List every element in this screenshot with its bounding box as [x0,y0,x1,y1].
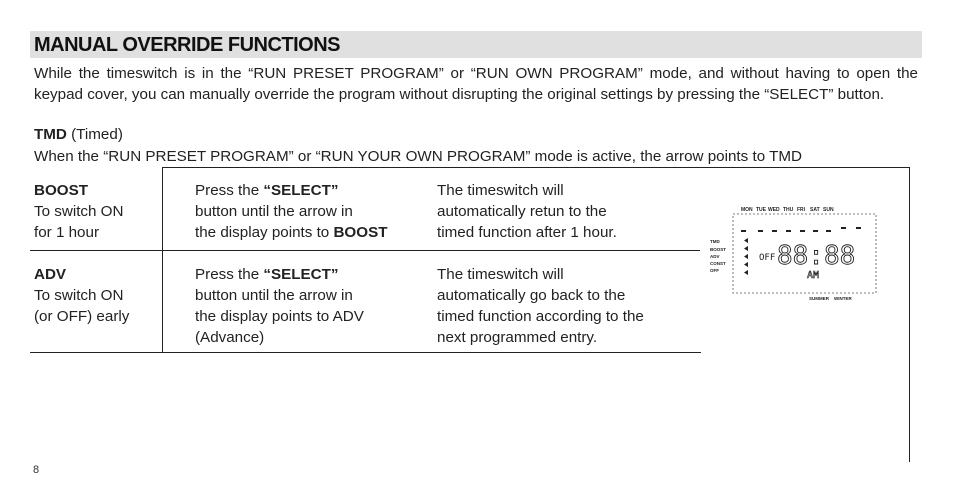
tmd-note: When the “RUN PRESET PROGRAM” or “RUN YOUR OWN PROGRAM” mode is active, the arrow points to TMD [34,148,802,165]
mode-arrow-icon [744,238,748,243]
lcd-state-text: OFF [759,253,776,263]
frame-right-line [909,167,910,462]
adv-title: ADV [34,266,67,283]
boost-function-cell [34,180,123,243]
boost-desc-line: To switch ON [34,203,124,220]
tmd-heading [34,124,123,145]
day-marker [813,230,818,232]
adv-instruction-cell [195,264,364,348]
boost-result-line: automatically retun to the [437,203,607,220]
boost-instruction-cell [195,180,387,243]
day-marker [758,230,763,232]
adv-desc-line: (or OFF) early [34,308,130,325]
adv-result-line: next programmed entry. [437,329,598,346]
lcd-ampm: AM [807,270,820,281]
mode-label: BOOST [710,247,727,252]
boost-instr-line [195,222,387,243]
adv-function-cell [34,264,129,327]
lcd-time-digits: 88:88 [777,241,856,271]
day-marker [856,227,861,229]
day-marker [772,230,777,232]
adv-result-line: The timeswitch will [437,266,564,283]
adv-result-cell [437,264,644,348]
day-label: SAT [810,207,820,213]
tmd-suffix: (Timed) [66,126,123,143]
season-label: WINTER [834,296,852,301]
boost-title: BOOST [34,182,89,199]
day-label: FRI [797,207,806,213]
adv-instr-line: button until the arrow in [195,287,353,304]
boost-instr-pre: the display points to [195,224,334,241]
mode-arrow-icon [744,270,748,275]
adv-instr-line: the display points to ADV [195,308,364,325]
mode-label: OFF [710,268,719,273]
day-label: THU [783,207,794,213]
day-marker [841,227,846,229]
section-header [30,31,922,58]
adv-result-line: timed function according to the [437,308,644,325]
boost-result-line: The timeswitch will [437,182,564,199]
mode-arrow-icon [744,246,748,251]
select-key-label: “SELECT” [263,266,339,283]
mode-label: CONST [710,261,726,266]
mode-arrow-icon [744,262,748,267]
adv-instr-pre: Press the [195,266,264,283]
row-divider [30,250,700,251]
intro-paragraph: While the timeswitch is in the “RUN PRESET PROGRAM” or “RUN OWN PROGRAM” mode, and without having to open the keypad cover, you can manually override the program without disrupting the original settings by pressing the “SELECT” button. [34,65,918,103]
day-marker [826,230,831,232]
day-marker [741,230,746,232]
select-key-label: “SELECT” [263,182,339,199]
day-label: SUN [823,207,834,213]
day-label: MON [741,207,753,213]
tmd-label: TMD [34,126,67,143]
day-marker [800,230,805,232]
day-label: TUE [756,207,766,213]
boost-desc-line: for 1 hour [34,224,100,241]
adv-result-line: automatically go back to the [437,287,626,304]
boost-instr-line [195,180,387,201]
adv-desc-line: To switch ON [34,287,124,304]
adv-instr-line: (Advance) [195,329,265,346]
boost-instr-pre: Press the [195,182,264,199]
mode-label: TMD [710,239,720,244]
day-label: WED [768,207,780,213]
page-number: 8 [33,464,40,476]
lcd-display-illustration [706,200,892,306]
column-divider [162,167,163,353]
section-title: MANUAL OVERRIDE FUNCTIONS [34,34,341,56]
boost-result-line: timed function after 1 hour. [437,224,617,241]
boost-instr-bold: BOOST [333,224,388,241]
boost-result-cell [437,180,617,243]
table-bottom-line [30,352,701,353]
mode-arrow-icon [744,254,748,259]
boost-instr-line: button until the arrow in [195,203,353,220]
frame-top-line [162,167,910,168]
mode-label: ADV [710,254,720,259]
day-marker [786,230,791,232]
season-label: SUMMER [809,296,829,301]
adv-instr-line [195,264,364,285]
